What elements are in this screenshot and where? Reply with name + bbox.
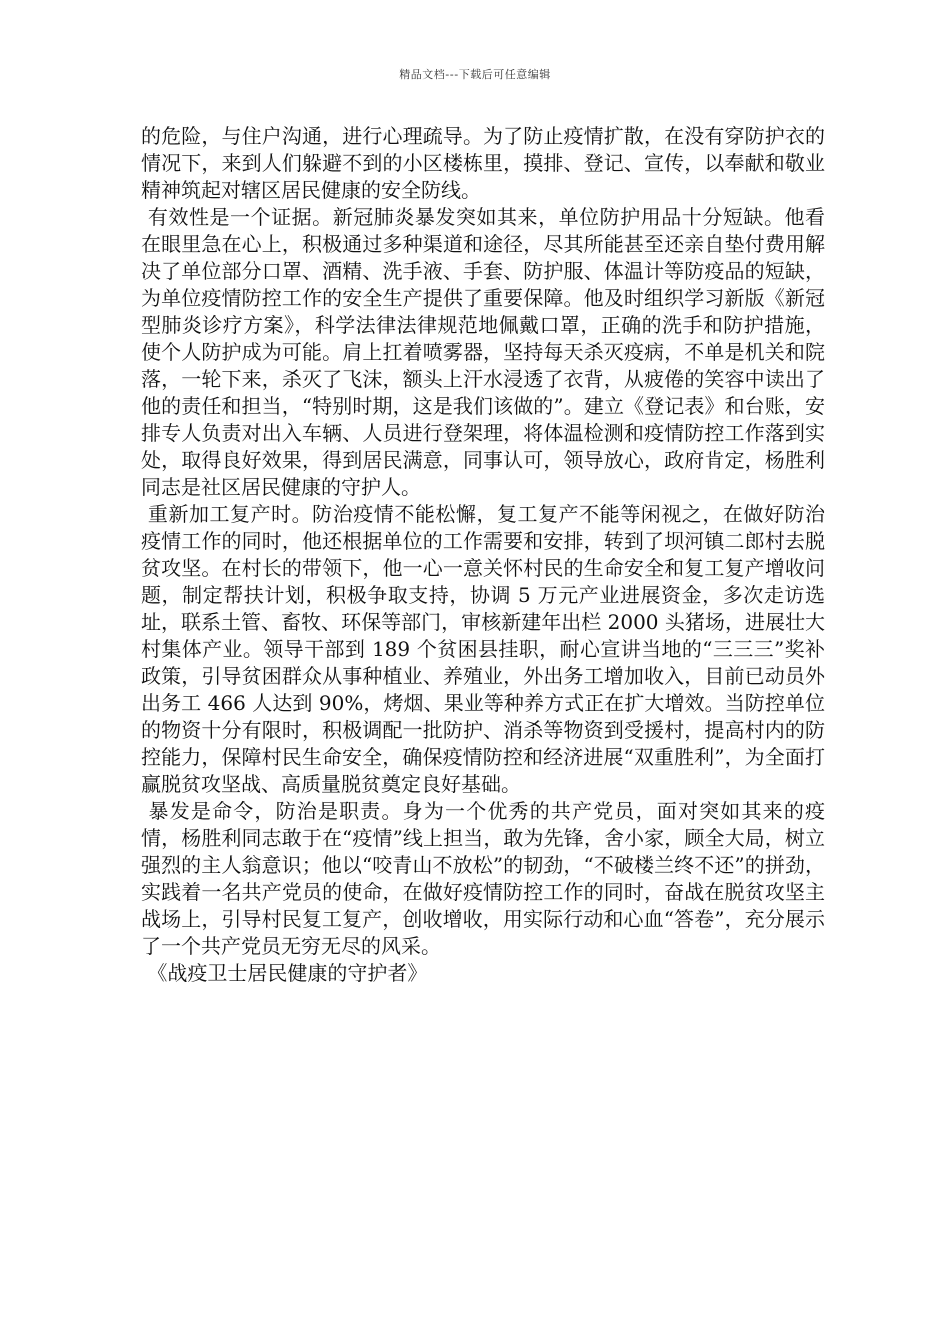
paragraph-4: 暴发是命令，防治是职责。身为一个优秀的共产党员，面对突如其来的疫情，杨胜利同志敢于在“疫情”线上担当，敢为先锋，舍小家，顾全大局，树立强烈的主人翁意识；他以“咬青山不放松”的韧劲，“不破楼兰终不还”的拼劲，实践着一名共产党员的使命，在做好疫情防控工作的同时，奋战在脱贫攻坚主战场上，引导村民复工复产，创收增收，用实际行动和心血“答卷”，充分展示了一个共产党员无穷无尽的风采。	[141, 799, 826, 958]
paragraph-2: 有效性是一个证据。新冠肺炎暴发突如其来，单位防护用品十分短缺。他看在眼里急在心上，积极通过多种渠道和途径，尽其所能甚至还亲自垫付费用解决了单位部分口罩、酒精、洗手液、手套、防护服、体温计等防疫品的短缺，为单位疫情防控工作的安全生产提供了重要保障。他及时组织学习新版《新冠型肺炎诊疗方案》，科学法律法律规范地佩戴口罩，正确的洗手和防护措施，使个人防护成为可能。肩上扛着喷雾器，坚持每天杀灭疫病，不单是机关和院落，一轮下来，杀灭了飞沫，额头上汗水浸透了衣背，从疲倦的笑容中读出了他的责任和担当，“特别时期，这是我们该做的”。建立《登记表》和台账，安排专人负责对出入车辆、人员进行登架理，将体温检测和疫情防控工作落到实处，取得良好效果，得到居民满意，同事认可，领导放心，政府肯定，杨胜利同志是社区居民健康的守护人。	[141, 205, 826, 499]
page-header: 精品文档---下载后可任意编辑	[399, 68, 551, 81]
document-body	[141, 123, 825, 987]
paragraph-3: 重新加工复产时。防治疫情不能松懈，复工复产不能等闲视之，在做好防治疫情工作的同时，他还根据单位的工作需要和安排，转到了坝河镇二郎村去脱贫攻坚。在村长的带领下，他一心一意关怀村民的生命安全和复工复产增收问题，制定帮扶计划，积极争取支持，协调 5 万元产业进展资金，多次走访选址，联系土管、畜牧、环保等部门，审核新建年出栏 2000 头猪场，进展壮大村集体产业。领导干部到 189 个贫困县挂职，耐心宣讲当地的“三三三”奖补政策，引导贫困群众从事种植业、养殖业，外出务工增加收入，目前已动员外出务工 466 人达到 90%，烤烟、果业等种养方式正在扩大增效。当防控单位的物资十分有限时，积极调配一批防护、消杀等物资到受援村，提高村内的防控能力，保障村民生命安全，确保疫情防控和经济进展“双重胜利”，为全面打赢脱贫攻坚战、高质量脱贫奠定良好基础。	[141, 502, 826, 796]
document-title-line: 《战疫卫士居民健康的守护者》	[141, 961, 428, 985]
paragraph-1: 的危险，与住户沟通，进行心理疏导。为了防止疫情扩散，在没有穿防护衣的情况下，来到人们躲避不到的小区楼栋里，摸排、登记、宣传，以奉献和敬业精神筑起对辖区居民健康的安全防线。	[141, 124, 825, 202]
